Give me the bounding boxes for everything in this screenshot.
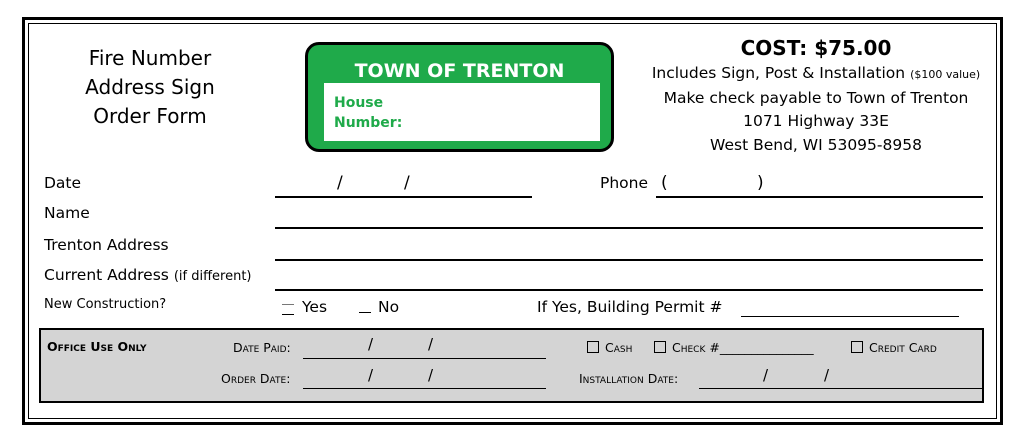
cost-title: COST: $75.00 — [740, 36, 892, 60]
building-permit-field[interactable] — [741, 316, 959, 317]
order-date-label: Order Date: — [221, 371, 291, 386]
cost-address-city: West Bend, WI 53095-8958 — [710, 135, 922, 154]
credit-card-label: Credit Card — [869, 340, 937, 355]
cash-label: Cash — [605, 340, 633, 355]
sign-label-line-2: Number: — [334, 115, 403, 131]
building-permit-label: If Yes, Building Permit # — [537, 298, 723, 316]
form-title — [60, 44, 240, 131]
no-label: No — [378, 298, 400, 316]
name-field[interactable] — [275, 227, 983, 229]
date-paid-slash-2: / — [428, 335, 434, 353]
installation-date-slash-1: / — [763, 366, 769, 384]
installation-date-slash-2: / — [824, 366, 830, 384]
sign-town-name: TOWN OF TRENTON — [354, 60, 565, 82]
phone-paren-open: ( — [661, 173, 668, 193]
office-use-heading: Office Use Only — [47, 339, 147, 354]
current-address-note: (if different) — [173, 269, 252, 284]
date-paid-slash-1: / — [368, 335, 374, 353]
phone-label: Phone — [600, 174, 649, 192]
date-field[interactable] — [275, 196, 532, 198]
installation-date-field[interactable] — [699, 388, 982, 389]
trenton-address-field[interactable] — [275, 259, 983, 261]
name-label: Name — [44, 204, 90, 222]
check-number-blank[interactable]: _______________ — [719, 340, 814, 355]
address-sign-illustration — [305, 42, 614, 152]
sign-house-number-label — [334, 93, 402, 133]
current-address-label — [44, 266, 252, 284]
form-title-line-2: Address Sign — [85, 75, 215, 99]
date-paid-field[interactable] — [303, 358, 546, 359]
cash-checkbox[interactable] — [587, 341, 599, 353]
check-checkbox[interactable] — [654, 341, 666, 353]
cost-info — [640, 34, 992, 157]
order-date-field[interactable] — [303, 388, 546, 389]
cost-payable: Make check payable to Town of Trenton — [663, 88, 969, 107]
check-label — [672, 340, 814, 355]
yes-checkbox[interactable] — [282, 304, 294, 315]
order-date-slash-2: / — [428, 366, 434, 384]
sign-number-panel — [324, 83, 600, 141]
date-slash-2: / — [404, 173, 410, 193]
current-address-label-text: Current Address — [44, 266, 169, 284]
phone-paren-close: ) — [757, 173, 764, 193]
cost-value-note: ($100 value) — [910, 68, 981, 81]
cost-address-street: 1071 Highway 33E — [743, 112, 889, 130]
sign-label-line-1: House — [334, 95, 384, 111]
form-title-line-3: Order Form — [93, 104, 207, 128]
order-date-slash-1: / — [368, 366, 374, 384]
installation-date-label: Installation Date: — [579, 371, 679, 386]
trenton-address-label: Trenton Address — [44, 236, 169, 254]
yes-label: Yes — [302, 298, 328, 316]
date-paid-label: Date Paid: — [233, 340, 291, 355]
no-checkbox[interactable] — [359, 312, 371, 313]
new-construction-label: New Construction? — [44, 297, 167, 312]
date-slash-1: / — [337, 173, 343, 193]
office-use-section — [39, 328, 984, 403]
credit-card-checkbox[interactable] — [851, 341, 863, 353]
cost-includes — [640, 62, 992, 87]
form-title-line-1: Fire Number — [88, 46, 212, 70]
check-label-text: Check # — [672, 340, 720, 355]
current-address-field[interactable] — [275, 289, 983, 291]
phone-field[interactable] — [656, 196, 983, 198]
cost-includes-text: Includes Sign, Post & Installation — [651, 64, 906, 82]
date-label: Date — [44, 174, 82, 192]
